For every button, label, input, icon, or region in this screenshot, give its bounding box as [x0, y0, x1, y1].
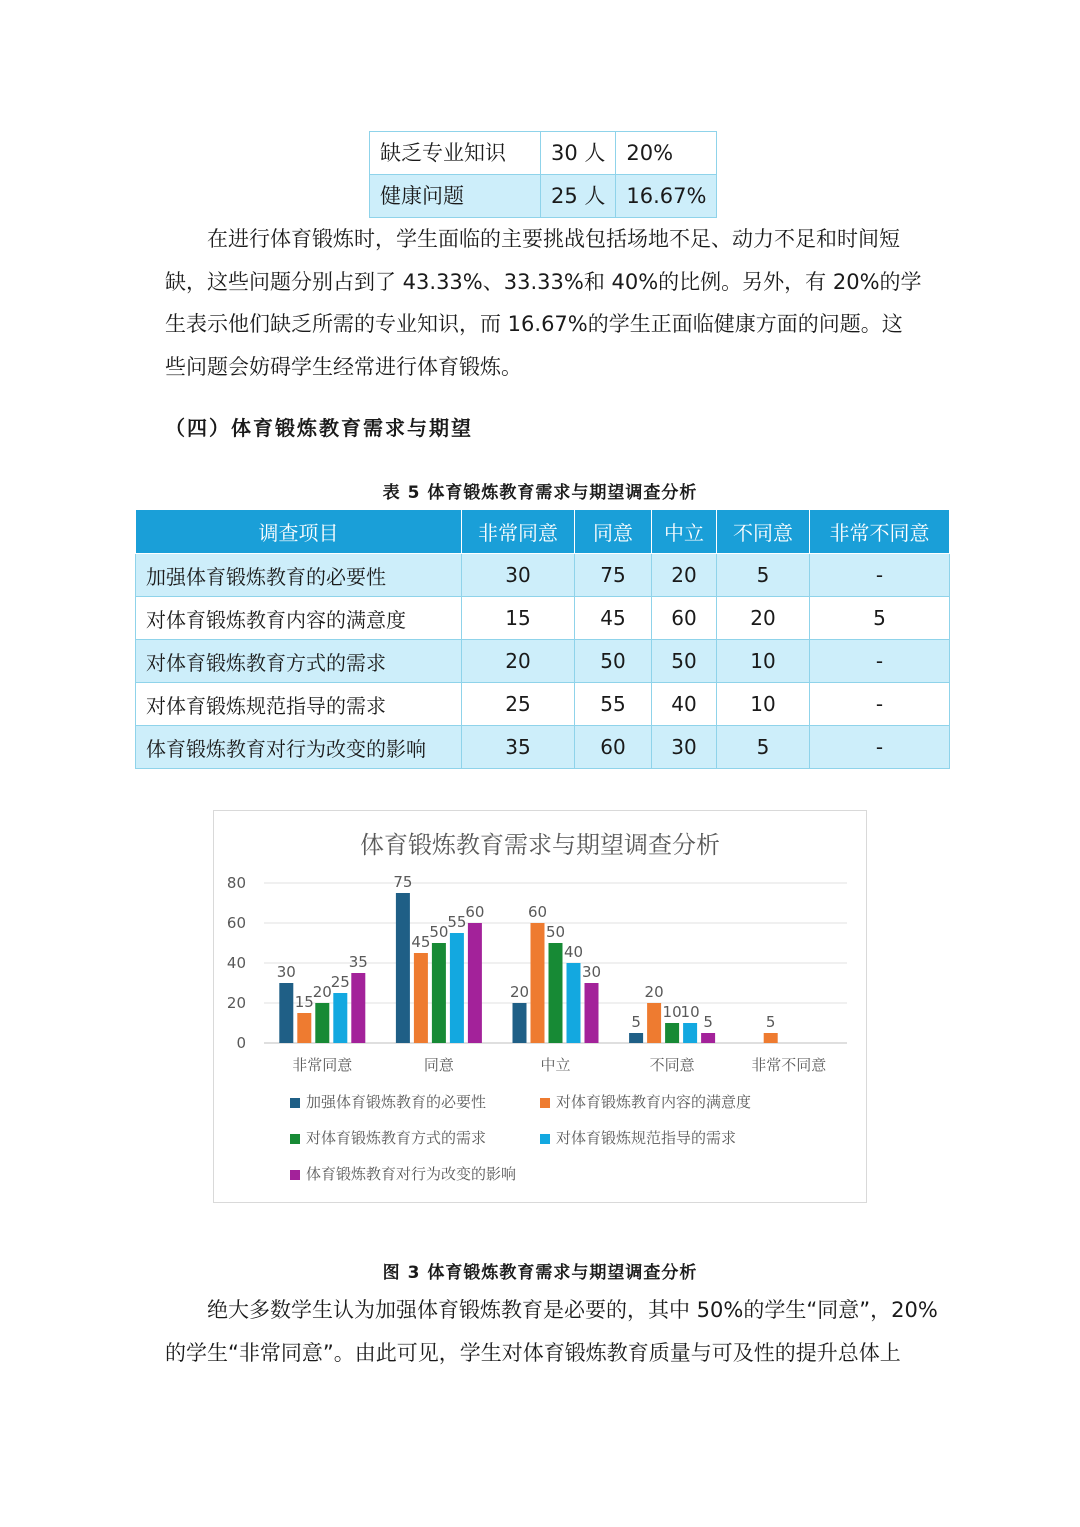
paragraph-line: 缺，这些问题分别占到了 43.33%、33.33%和 40%的比例。另外，有 20%的学 [165, 269, 922, 294]
section-heading: （四）体育锻炼教育需求与期望 [165, 416, 473, 440]
paragraph-line: 些问题会妨碍学生经常进行体育锻炼。 [165, 354, 522, 379]
x-tick-label: 非常同意 [292, 1056, 353, 1074]
table-row [136, 554, 950, 597]
table-cell: 加强体育锻炼教育的必要性 [136, 554, 462, 597]
chart-bar [683, 1023, 697, 1043]
table-header-row [136, 510, 950, 554]
table-caption: 表 5 体育锻炼教育需求与期望调查分析 [382, 483, 698, 503]
chart-bar [567, 963, 581, 1043]
table-row [136, 726, 950, 769]
y-tick-label: 80 [226, 874, 246, 892]
legend-swatch [290, 1170, 300, 1180]
chart-bar [531, 923, 545, 1043]
y-tick-label: 0 [236, 1034, 246, 1052]
chart-bar [513, 1003, 527, 1043]
legend-item [540, 1127, 736, 1148]
table-cell: 75 [575, 554, 652, 597]
x-tick-label: 不同意 [649, 1056, 695, 1074]
paragraph-conclusion [165, 1289, 938, 1374]
table-cell: 30 人 [541, 132, 616, 175]
data-label: 55 [447, 913, 467, 931]
y-tick-label: 20 [226, 994, 246, 1012]
table-cell: - [810, 683, 950, 726]
chart-bar [701, 1033, 715, 1043]
table-cell: 30 [652, 726, 717, 769]
chart-bar [333, 993, 347, 1043]
table-cell: 健康问题 [370, 175, 541, 218]
table-cell: 50 [652, 640, 717, 683]
chart-bar [629, 1033, 643, 1043]
bar-chart [213, 810, 867, 1203]
table-cell: 10 [717, 683, 810, 726]
chart-bar [665, 1023, 679, 1043]
table-cell: 15 [462, 597, 575, 640]
paragraph-line: 在进行体育锻炼时，学生面临的主要挑战包括场地不足、动力不足和时间短 [207, 227, 900, 251]
y-tick-label: 40 [226, 954, 246, 972]
legend-label: 对体育锻炼教育方式的需求 [306, 1129, 487, 1147]
table-cell: 缺乏专业知识 [370, 132, 541, 175]
table-cell: 55 [575, 683, 652, 726]
chart-title: 体育锻炼教育需求与期望调查分析 [360, 831, 720, 859]
table-cell: 16.67% [616, 175, 717, 218]
table-row [136, 640, 950, 683]
table-row [136, 683, 950, 726]
table-cell: 40 [652, 683, 717, 726]
chart-bar [414, 953, 428, 1043]
table-cell: - [810, 640, 950, 683]
legend-item [540, 1091, 751, 1112]
data-label: 75 [393, 873, 413, 891]
chart-bar [315, 1003, 329, 1043]
data-label: 5 [765, 1013, 776, 1031]
legend-label: 加强体育锻炼教育的必要性 [306, 1093, 487, 1111]
table-cell: 10 [717, 640, 810, 683]
table-cell: 35 [462, 726, 575, 769]
table-cell: 20 [462, 640, 575, 683]
table-cell: 60 [575, 726, 652, 769]
x-tick-label: 非常不同意 [751, 1056, 827, 1074]
data-label: 5 [703, 1013, 713, 1031]
legend-item [290, 1127, 486, 1148]
chart-bar [585, 983, 599, 1043]
chart-bar [279, 983, 293, 1043]
paragraph-line: 的学生“非常同意”。由此可见，学生对体育锻炼教育质量与可及性的提升总体上 [165, 1340, 901, 1365]
column-header: 同意 [575, 510, 652, 554]
chart-bar [549, 943, 563, 1043]
legend-label: 对体育锻炼教育内容的满意度 [556, 1093, 752, 1111]
chart-bar [450, 933, 464, 1043]
data-label: 10 [662, 1003, 682, 1021]
x-tick-label: 同意 [423, 1056, 454, 1074]
chart-bar [432, 943, 446, 1043]
figure-caption: 图 3 体育锻炼教育需求与期望调查分析 [382, 1263, 698, 1283]
table-cell: 对体育锻炼教育方式的需求 [136, 640, 462, 683]
data-label: 30 [276, 963, 296, 981]
legend-swatch [290, 1098, 300, 1108]
survey-table [135, 509, 950, 769]
chart-bar [647, 1003, 661, 1043]
data-label: 30 [581, 963, 602, 981]
chart-bar [396, 893, 410, 1043]
legend-label: 体育锻炼教育对行为改变的影响 [306, 1165, 517, 1183]
table-row [136, 597, 950, 640]
data-label: 40 [563, 943, 584, 961]
chart-bar [764, 1033, 778, 1043]
data-label: 45 [411, 933, 431, 951]
data-label: 10 [680, 1003, 700, 1021]
data-label: 15 [294, 993, 314, 1011]
data-label: 20 [312, 983, 332, 1001]
table-cell: 5 [717, 726, 810, 769]
data-label: 60 [527, 903, 548, 921]
paragraph-challenges [165, 218, 925, 388]
y-tick-label: 60 [226, 914, 246, 932]
data-label: 60 [465, 903, 485, 921]
table-cell: 60 [652, 597, 717, 640]
x-tick-label: 中立 [540, 1056, 571, 1074]
table-cell: 体育锻炼教育对行为改变的影响 [136, 726, 462, 769]
table-cell: 对体育锻炼规范指导的需求 [136, 683, 462, 726]
table-cell: - [810, 554, 950, 597]
column-header: 不同意 [717, 510, 810, 554]
table-cell: 5 [717, 554, 810, 597]
table-cell: 20 [652, 554, 717, 597]
table-row [370, 132, 717, 175]
paragraph-line: 绝大多数学生认为加强体育锻炼教育是必要的，其中 50%的学生“同意”，20% [207, 1298, 938, 1322]
table-cell: 20 [717, 597, 810, 640]
table-cell: 对体育锻炼教育内容的满意度 [136, 597, 462, 640]
table-cell: 50 [575, 640, 652, 683]
chart-bar [297, 1013, 311, 1043]
table-cell: 25 人 [541, 175, 616, 218]
table-cell: 20% [616, 132, 717, 175]
chart-bar [468, 923, 482, 1043]
top-table [369, 131, 717, 218]
table-cell: 30 [462, 554, 575, 597]
table-cell: - [810, 726, 950, 769]
table-cell: 25 [462, 683, 575, 726]
data-label: 50 [429, 923, 449, 941]
data-label: 20 [644, 983, 664, 1001]
legend-label: 对体育锻炼规范指导的需求 [556, 1129, 737, 1147]
legend-swatch [290, 1134, 300, 1144]
chart-bar [351, 973, 365, 1043]
table-row [370, 175, 717, 218]
column-header: 调查项目 [136, 510, 462, 554]
legend-swatch [540, 1098, 550, 1108]
column-header: 非常不同意 [810, 510, 950, 554]
paragraph-line: 生表示他们缺乏所需的专业知识，而 16.67%的学生正面临健康方面的问题。这 [165, 312, 903, 336]
column-header: 中立 [652, 510, 717, 554]
table-cell: 5 [810, 597, 950, 640]
legend-swatch [540, 1134, 550, 1144]
data-label: 35 [348, 953, 368, 971]
legend-item [290, 1091, 486, 1112]
data-label: 5 [631, 1013, 641, 1031]
column-header: 非常同意 [462, 510, 575, 554]
data-label: 20 [509, 983, 530, 1001]
data-label: 25 [330, 973, 350, 991]
table-cell: 45 [575, 597, 652, 640]
legend-item [290, 1163, 516, 1184]
data-label: 50 [545, 923, 566, 941]
